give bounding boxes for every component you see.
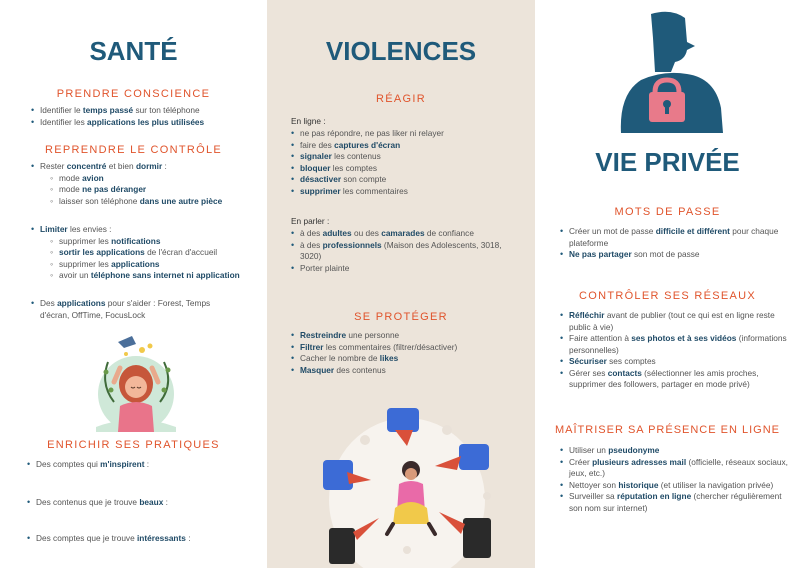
title-vie-privee: VIE PRIVÉE xyxy=(595,147,740,177)
list-item: • Rester concentré et bien dormir : ◦ mode avion ◦ mode ne pas déranger ◦ laisser son téléphone dans une autre pièce xyxy=(31,161,261,207)
list-item: • Des comptes qui m'inspirent : xyxy=(27,459,257,471)
panel-vie-privee xyxy=(535,0,800,568)
heading-maitriser-presence: MAÎTRISER SA PRÉSENCE EN LIGNE xyxy=(555,424,780,436)
list-item: ◦ sortir les applications de l'écran d'accueil xyxy=(50,247,261,259)
list-item: • Faire attention à ses photos et à ses vidéos (informations personnelles) xyxy=(560,333,790,356)
list-mots-de-passe xyxy=(560,226,790,261)
list-item: ◦ laisser son téléphone dans une autre pièce xyxy=(50,196,261,208)
list-item: • Des comptes que je trouve intéressants : xyxy=(27,533,257,545)
list-item: • signaler les contenus xyxy=(291,151,531,163)
panel-violences xyxy=(267,0,535,568)
list-item: • à des professionnels (Maison des Adolescents, 3018, 3020) xyxy=(291,240,523,263)
list-item: ◦ supprimer les applications xyxy=(50,259,261,271)
list-item: • Ne pas partager son mot de passe xyxy=(560,249,790,261)
panel-sante xyxy=(0,0,267,568)
title-sante: SANTÉ xyxy=(89,36,178,66)
list-item: • Utiliser un pseudonyme xyxy=(560,445,790,457)
list-item: • désactiver son compte xyxy=(291,174,531,186)
list-item: • Des applications pour s'aider : Forest, Temps d'écran, OffTime, FocusLock xyxy=(31,298,231,321)
list-en-parler xyxy=(291,228,523,274)
list-item: • Créer plusieurs adresses mail (officielle, réseaux sociaux, jeux, etc.) xyxy=(560,457,790,480)
heading-reprendre-controle: REPRENDRE LE CONTRÔLE xyxy=(44,144,223,156)
list-item: • Sécuriser ses comptes xyxy=(560,356,790,368)
list-item: • à des adultes ou des camarades de confiance xyxy=(291,228,523,240)
list-enrichir-1 xyxy=(27,459,257,471)
list-item: • supprimer les commentaires xyxy=(291,186,531,198)
person-padlock-icon xyxy=(607,8,732,133)
list-enrichir-3 xyxy=(27,533,257,545)
list-item: • Des contenus que je trouve beaux : xyxy=(27,497,257,509)
list-item: • Identifier le temps passé sur ton téléphone xyxy=(31,105,261,117)
list-item: • Nettoyer son historique (et utiliser la navigation privée) xyxy=(560,480,790,492)
list-item: • Cacher le nombre de likes xyxy=(291,353,531,365)
heading-mots-de-passe: MOTS DE PASSE xyxy=(614,206,721,218)
list-item: • Masquer des contenus xyxy=(291,365,531,377)
list-item: ◦ mode ne pas déranger xyxy=(50,184,261,196)
heading-controler-reseaux: CONTRÔLER SES RÉSEAUX xyxy=(578,290,757,302)
list-applications xyxy=(31,298,231,321)
list-item: • Filtrer les commentaires (filtrer/désactiver) xyxy=(291,342,531,354)
heading-reagir: RÉAGIR xyxy=(376,93,426,105)
label-en-parler: En parler : xyxy=(291,216,330,226)
list-item: • Créer un mot de passe difficile et différent pour chaque plateforme xyxy=(560,226,790,249)
list-enrichir-2 xyxy=(27,497,257,509)
list-item: ◦ avoir un téléphone sans internet ni application xyxy=(50,270,261,282)
list-item: • Limiter les envies : ◦ supprimer les notifications ◦ sortir les applications de l'écran d'accueil ◦ supprimer les applications ◦ avoir un téléphone sans internet ni application xyxy=(31,224,261,282)
list-controler-reseaux xyxy=(560,310,790,391)
list-reprendre-controle xyxy=(31,161,261,207)
cyberbullying-illustration xyxy=(307,400,507,568)
list-item: • faire des captures d'écran xyxy=(291,140,531,152)
relaxed-girl-illustration xyxy=(78,332,193,432)
list-item: • Restreindre une personne xyxy=(291,330,531,342)
heading-enrichir-pratiques: ENRICHIR SES PRATIQUES xyxy=(47,439,220,451)
list-item: • Gérer ses contacts (sélectionner les amis proches, supprimer des followers, partager en mode privé) xyxy=(560,368,790,391)
list-item: • Surveiller sa réputation en ligne (chercher régulièrement son nom sur internet) xyxy=(560,491,790,514)
list-maitriser-presence xyxy=(560,445,790,514)
list-limiter xyxy=(31,224,261,282)
list-se-proteger xyxy=(291,330,531,376)
list-item: ◦ supprimer les notifications xyxy=(50,236,261,248)
list-item: • ne pas répondre, ne pas liker ni relayer xyxy=(291,128,531,140)
label-en-ligne: En ligne : xyxy=(291,116,326,126)
list-prendre-conscience xyxy=(31,105,261,128)
list-en-ligne xyxy=(291,128,531,197)
list-item: • Réfléchir avant de publier (tout ce qui est en ligne reste public à vie) xyxy=(560,310,790,333)
list-item: • Porter plainte xyxy=(291,263,523,275)
list-item: • Identifier les applications les plus utilisées xyxy=(31,117,261,129)
list-item: ◦ mode avion xyxy=(50,173,261,185)
list-item: • bloquer les comptes xyxy=(291,163,531,175)
heading-se-proteger: SE PROTÉGER xyxy=(354,311,448,323)
heading-prendre-conscience: PRENDRE CONSCIENCE xyxy=(56,88,211,100)
title-violences: VIOLENCES xyxy=(325,36,477,66)
